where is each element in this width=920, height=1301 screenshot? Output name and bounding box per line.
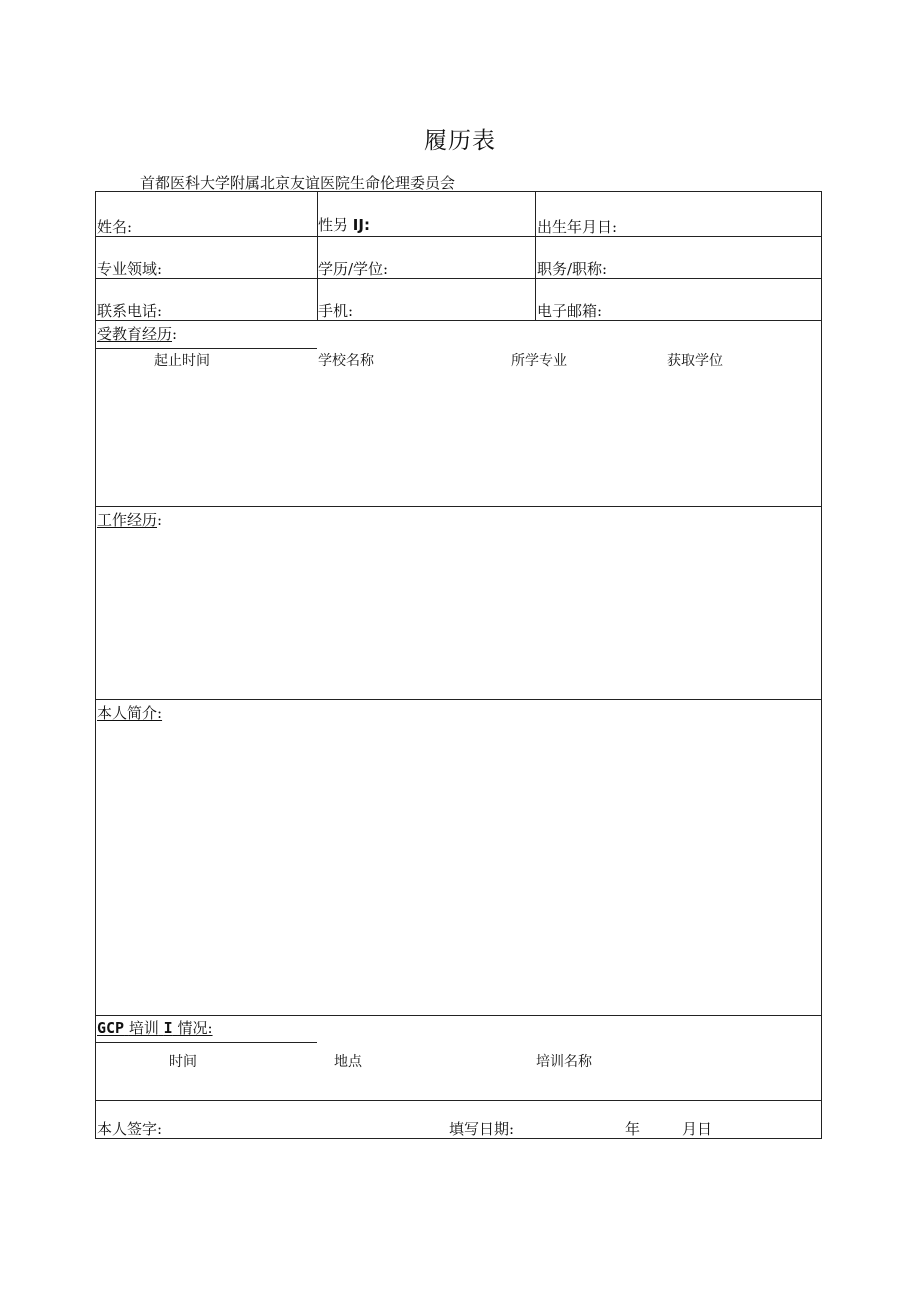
birthdate-label: 出生年月日: [537, 218, 618, 236]
education-heading-text: 受教育经历 [97, 325, 173, 343]
section-divider [96, 1015, 821, 1016]
education-col-school: 学校名称 [318, 353, 374, 369]
page-title: 履历表 [424, 128, 496, 154]
organization-name: 首都医科大学附属北京友谊医院生命伦理委员会 [140, 174, 456, 192]
intro-heading: 本人简介: [97, 704, 163, 722]
row-divider [96, 236, 821, 237]
row-divider [96, 320, 821, 321]
gcp-col-location: 地点 [334, 1054, 362, 1070]
education-col-major: 所学专业 [511, 353, 567, 369]
date-month-day-label: 月日 [682, 1120, 713, 1138]
gender-label-suffix: IJ: [352, 216, 370, 234]
title-position-label: 职务/职称: [537, 260, 608, 278]
gcp-heading [97, 1017, 213, 1038]
work-heading [97, 509, 162, 530]
row-divider [96, 278, 821, 279]
gcp-suffix: 情况: [177, 1019, 213, 1037]
education-heading-colon: : [172, 325, 178, 343]
mobile-label: 手机: [318, 302, 354, 320]
gender-label [318, 214, 370, 235]
section-divider [96, 1100, 821, 1101]
email-label: 电子邮箱: [537, 302, 603, 320]
education-degree-label: 学历/学位: [318, 260, 389, 278]
gender-label-prefix: 性另 [318, 216, 349, 234]
work-heading-text: 工作经历 [97, 511, 158, 529]
heading-rule [96, 348, 317, 349]
gcp-middle: 培训 [128, 1019, 159, 1037]
gcp-prefix: GCP [97, 1019, 125, 1037]
education-col-degree: 获取学位 [667, 353, 723, 369]
fill-date-label: 填写日期: [449, 1120, 515, 1138]
specialty-label: 专业领域: [97, 260, 163, 278]
section-divider [96, 506, 821, 507]
signature-label: 本人签字: [97, 1120, 163, 1138]
education-heading [97, 323, 177, 344]
resume-form [95, 191, 822, 1139]
gcp-col-training-name: 培训名称 [536, 1054, 592, 1070]
date-year-label: 年 [625, 1120, 641, 1138]
gcp-col-time: 时间 [169, 1054, 197, 1070]
heading-rule [96, 1042, 317, 1043]
education-col-period: 起止时间 [154, 353, 210, 369]
phone-label: 联系电话: [97, 302, 163, 320]
name-label: 姓名: [97, 218, 133, 236]
gcp-marker: I [163, 1019, 173, 1037]
work-heading-colon: : [157, 511, 163, 529]
section-divider [96, 699, 821, 700]
column-divider [535, 192, 536, 320]
